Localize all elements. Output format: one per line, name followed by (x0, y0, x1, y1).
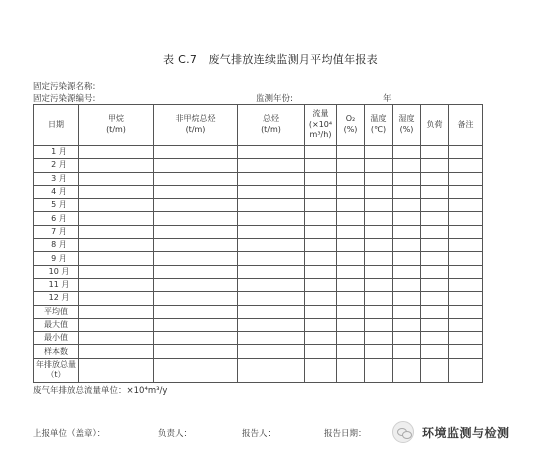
data-cell (305, 265, 337, 278)
data-cell (421, 172, 449, 185)
data-cell (238, 318, 305, 331)
data-cell (79, 225, 154, 238)
data-cell (79, 318, 154, 331)
data-cell (79, 292, 154, 305)
data-cell (421, 278, 449, 291)
data-cell (337, 225, 365, 238)
data-cell (365, 172, 393, 185)
data-cell (305, 159, 337, 172)
data-cell (305, 146, 337, 159)
data-cell (449, 305, 483, 318)
data-cell (421, 332, 449, 345)
header-row (34, 105, 483, 146)
data-cell (337, 239, 365, 252)
data-cell (449, 358, 483, 382)
table-row (34, 172, 483, 185)
data-cell (393, 318, 421, 331)
data-cell (365, 199, 393, 212)
header-humidity: 湿度 (%) (393, 105, 421, 146)
data-cell (393, 305, 421, 318)
data-cell (154, 345, 238, 358)
data-cell (393, 146, 421, 159)
header-load: 负荷 (421, 105, 449, 146)
data-cell (154, 358, 238, 382)
data-cell (393, 239, 421, 252)
data-cell (238, 146, 305, 159)
data-cell (154, 318, 238, 331)
row-label: 样本数 (34, 345, 79, 358)
header-flow: 流量 (×10⁴ m³/h) (305, 105, 337, 146)
data-cell (154, 278, 238, 291)
data-cell (154, 305, 238, 318)
data-cell (421, 185, 449, 198)
data-cell (79, 305, 154, 318)
data-cell (365, 358, 393, 382)
data-cell (421, 318, 449, 331)
flow-unit-note: 废气年排放总流量单位：×10⁴m³/y (33, 386, 168, 396)
row-label: 最大值 (34, 318, 79, 331)
header-nmhc: 非甲烷总烃 (t/m) (154, 105, 238, 146)
watermark-badge (392, 418, 532, 446)
data-cell (421, 159, 449, 172)
annual-report-table (33, 104, 483, 383)
table-row (34, 265, 483, 278)
data-cell (393, 225, 421, 238)
header-temperature: 温度 (℃) (365, 105, 393, 146)
data-cell (238, 358, 305, 382)
data-cell (421, 345, 449, 358)
row-label: 4 月 (34, 185, 79, 198)
data-cell (238, 252, 305, 265)
data-cell (337, 265, 365, 278)
row-label: 6 月 (34, 212, 79, 225)
data-cell (238, 199, 305, 212)
data-cell (449, 252, 483, 265)
table-row (34, 199, 483, 212)
data-cell (79, 199, 154, 212)
data-cell (154, 239, 238, 252)
wechat-icon (392, 421, 414, 443)
data-cell (421, 265, 449, 278)
data-cell (79, 345, 154, 358)
row-label: 年排放总量（t） (34, 358, 79, 382)
data-cell (337, 172, 365, 185)
data-cell (365, 305, 393, 318)
report-title: 表 C.7 废气排放连续监测月平均值年报表 (163, 53, 378, 66)
data-cell (365, 345, 393, 358)
row-label: 8 月 (34, 239, 79, 252)
source-name-label: 固定污染源名称: (33, 82, 96, 92)
row-label: 1 月 (34, 146, 79, 159)
data-cell (238, 159, 305, 172)
data-cell (421, 358, 449, 382)
table-row (34, 332, 483, 345)
table-row (34, 318, 483, 331)
table-row (34, 185, 483, 198)
table-row (34, 292, 483, 305)
year-label: 监测年份: (256, 94, 293, 104)
data-cell (154, 146, 238, 159)
row-label: 10 月 (34, 265, 79, 278)
data-cell (154, 265, 238, 278)
data-cell (393, 332, 421, 345)
data-cell (449, 199, 483, 212)
data-cell (305, 225, 337, 238)
data-cell (449, 332, 483, 345)
data-cell (365, 278, 393, 291)
data-cell (337, 345, 365, 358)
data-cell (79, 212, 154, 225)
data-cell (421, 252, 449, 265)
data-cell (393, 278, 421, 291)
data-cell (449, 318, 483, 331)
data-cell (238, 305, 305, 318)
data-cell (305, 305, 337, 318)
data-cell (238, 278, 305, 291)
principal-label: 负责人： (158, 429, 193, 439)
data-cell (337, 212, 365, 225)
row-label: 平均值 (34, 305, 79, 318)
data-cell (365, 146, 393, 159)
data-cell (393, 199, 421, 212)
data-cell (393, 159, 421, 172)
data-cell (79, 185, 154, 198)
data-cell (337, 278, 365, 291)
data-cell (449, 146, 483, 159)
reporting-unit-label: 上报单位（盖章）： (33, 429, 106, 439)
data-cell (449, 239, 483, 252)
data-cell (79, 252, 154, 265)
data-cell (393, 358, 421, 382)
header-thc: 总烃 (t/m) (238, 105, 305, 146)
data-cell (337, 305, 365, 318)
data-cell (305, 252, 337, 265)
table-row (34, 159, 483, 172)
data-cell (393, 265, 421, 278)
data-cell (154, 292, 238, 305)
data-cell (305, 185, 337, 198)
data-cell (449, 185, 483, 198)
row-label: 5 月 (34, 199, 79, 212)
data-cell (79, 278, 154, 291)
data-cell (337, 146, 365, 159)
data-cell (79, 358, 154, 382)
data-cell (365, 159, 393, 172)
data-cell (154, 199, 238, 212)
data-cell (365, 292, 393, 305)
data-cell (365, 332, 393, 345)
data-cell (238, 239, 305, 252)
data-cell (393, 252, 421, 265)
data-cell (421, 305, 449, 318)
table-row (34, 239, 483, 252)
data-cell (79, 332, 154, 345)
row-label: 最小值 (34, 332, 79, 345)
data-cell (154, 332, 238, 345)
data-cell (305, 318, 337, 331)
data-cell (337, 199, 365, 212)
data-cell (305, 172, 337, 185)
data-cell (421, 239, 449, 252)
data-cell (238, 265, 305, 278)
watermark-text: 环境监测与检测 (422, 425, 510, 440)
data-cell (421, 292, 449, 305)
data-cell (337, 358, 365, 382)
data-cell (393, 345, 421, 358)
data-cell (154, 252, 238, 265)
table-row (34, 305, 483, 318)
data-cell (449, 172, 483, 185)
data-cell (393, 185, 421, 198)
data-cell (337, 292, 365, 305)
row-label: 12 月 (34, 292, 79, 305)
data-cell (449, 292, 483, 305)
table-row (34, 212, 483, 225)
data-cell (421, 199, 449, 212)
table-row (34, 278, 483, 291)
row-label: 3 月 (34, 172, 79, 185)
data-cell (305, 212, 337, 225)
data-cell (238, 172, 305, 185)
row-label: 2 月 (34, 159, 79, 172)
data-cell (449, 345, 483, 358)
data-cell (238, 225, 305, 238)
data-cell (154, 185, 238, 198)
data-cell (365, 212, 393, 225)
data-cell (337, 159, 365, 172)
data-cell (365, 225, 393, 238)
source-id-label: 固定污染源编号: (33, 94, 96, 104)
header-date: 日期 (34, 105, 79, 146)
data-cell (337, 318, 365, 331)
data-cell (305, 332, 337, 345)
data-cell (365, 265, 393, 278)
header-remarks: 备注 (449, 105, 483, 146)
table-row (34, 345, 483, 358)
data-cell (365, 185, 393, 198)
data-cell (79, 146, 154, 159)
year-unit: 年 (383, 94, 392, 104)
data-cell (393, 212, 421, 225)
table-row (34, 146, 483, 159)
data-cell (79, 239, 154, 252)
data-cell (305, 199, 337, 212)
report-date-label: 报告日期： (324, 429, 367, 439)
data-cell (154, 212, 238, 225)
data-cell (305, 358, 337, 382)
data-cell (305, 345, 337, 358)
data-cell (421, 146, 449, 159)
row-label: 11 月 (34, 278, 79, 291)
data-cell (337, 252, 365, 265)
data-cell (449, 225, 483, 238)
data-cell (238, 212, 305, 225)
data-cell (154, 172, 238, 185)
data-cell (393, 292, 421, 305)
table-row (34, 225, 483, 238)
data-cell (154, 225, 238, 238)
data-cell (154, 159, 238, 172)
data-cell (365, 252, 393, 265)
data-cell (238, 292, 305, 305)
data-cell (337, 185, 365, 198)
data-cell (238, 332, 305, 345)
data-cell (305, 239, 337, 252)
data-cell (365, 239, 393, 252)
data-cell (79, 159, 154, 172)
data-cell (449, 159, 483, 172)
data-cell (449, 278, 483, 291)
data-cell (365, 318, 393, 331)
data-cell (337, 332, 365, 345)
data-cell (421, 212, 449, 225)
data-cell (449, 265, 483, 278)
row-label: 9 月 (34, 252, 79, 265)
data-cell (305, 278, 337, 291)
data-cell (449, 212, 483, 225)
data-cell (238, 345, 305, 358)
reporter-label: 报告人： (242, 429, 277, 439)
data-cell (393, 172, 421, 185)
header-o2: O₂ (%) (337, 105, 365, 146)
data-cell (79, 265, 154, 278)
data-cell (238, 185, 305, 198)
table-row (34, 358, 483, 382)
row-label: 7 月 (34, 225, 79, 238)
data-cell (79, 172, 154, 185)
table-row (34, 252, 483, 265)
data-cell (421, 225, 449, 238)
header-methane: 甲烷 (t/m) (79, 105, 154, 146)
data-cell (305, 292, 337, 305)
